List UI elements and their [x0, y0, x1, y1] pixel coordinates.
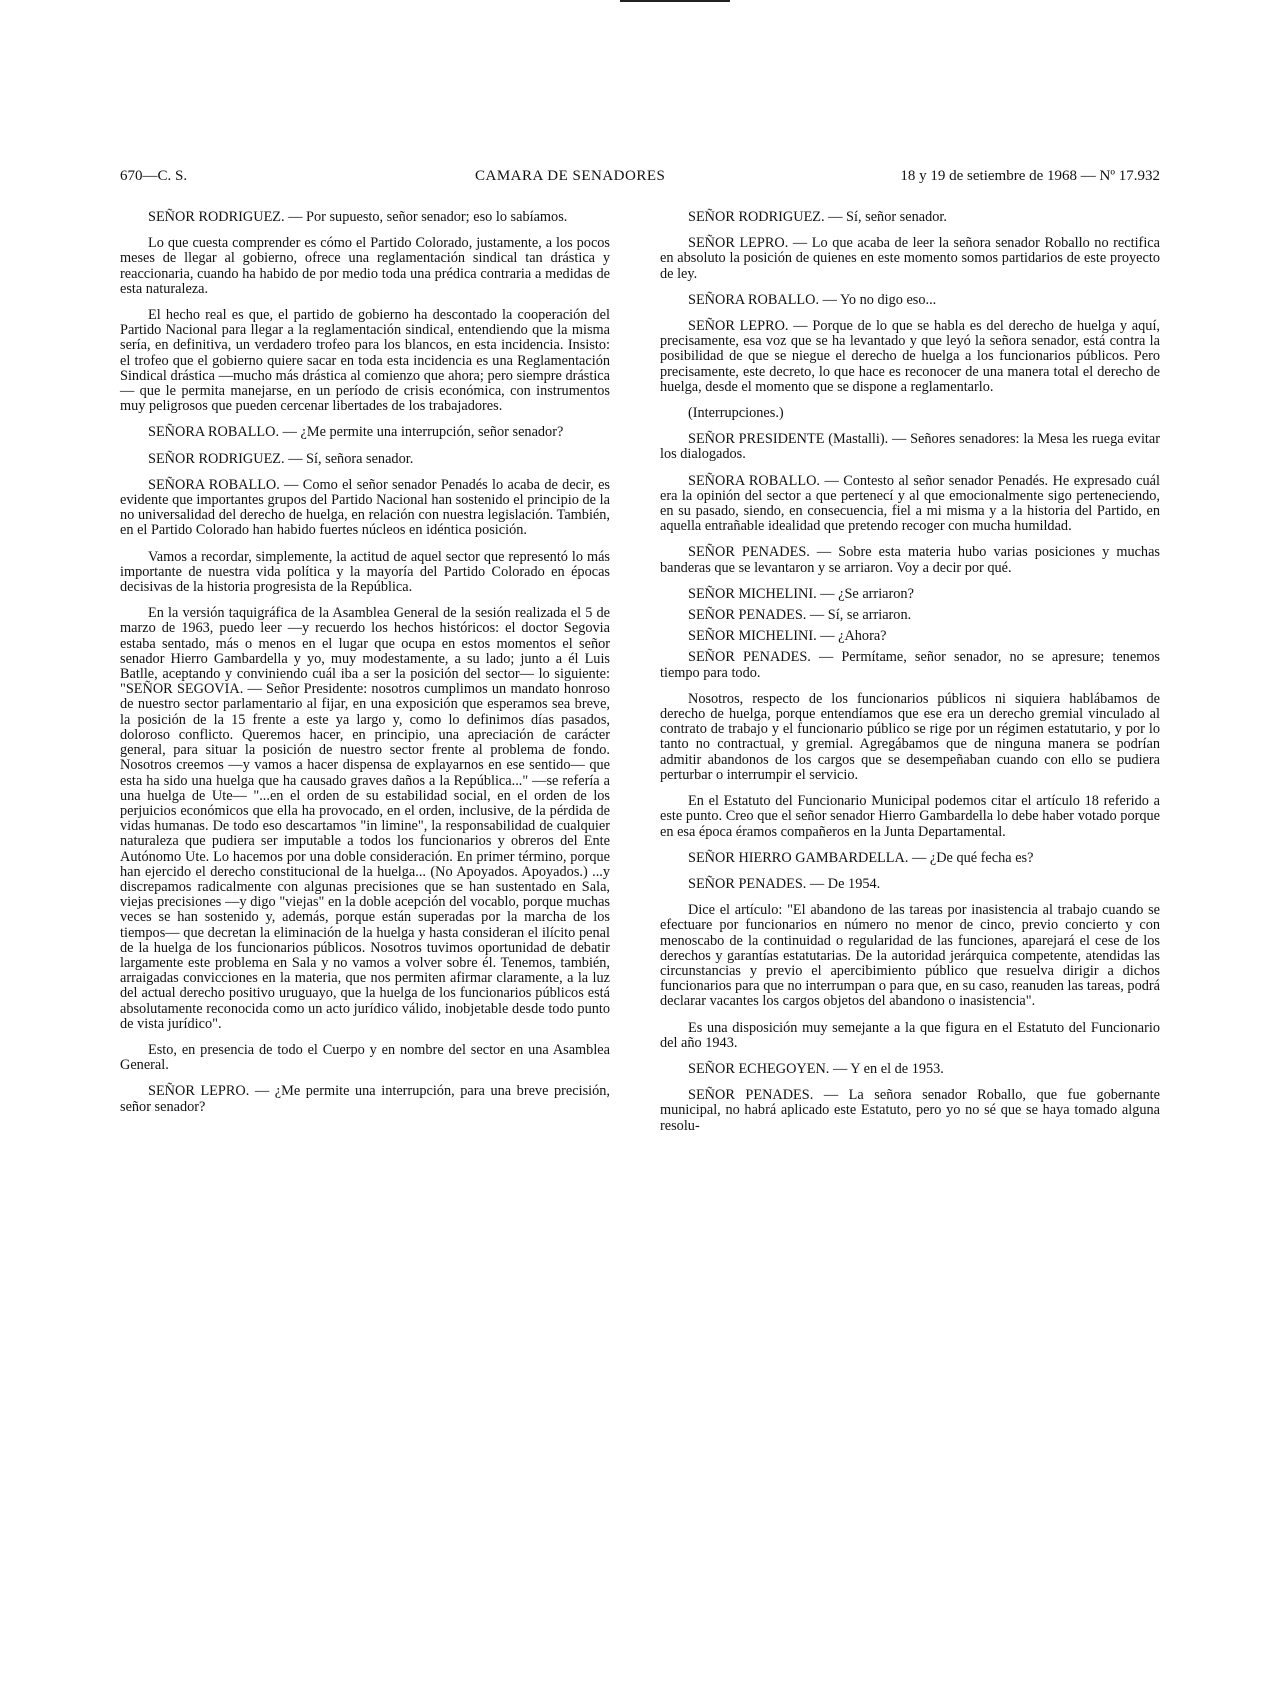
paragraph: Vamos a recordar, simplemente, la actitud de aquel sector que representó lo más importante de nuestra vida política y la mayoría del Partido Colorado en épocas decisivas de la historia progresista de la República.	[120, 548, 610, 596]
paragraph: SEÑOR RODRIGUEZ. — Sí, señor senador.	[688, 209, 947, 225]
paragraph: SEÑOR MICHELINI. — ¿Ahora?	[688, 628, 887, 645]
paragraph: En el Estatuto del Funcionario Municipal podemos citar el artículo 18 referido a este punto. Creo que el señor senador Hierro Gambardella lo debe haber votado porque en esa época éramos compañeros en la Junta Departamental.	[660, 793, 1160, 840]
paragraph: Nosotros, respecto de los funcionarios públicos ni siquiera hablábamos de derecho de huelga, porque entendíamos que ese era un derecho gremial vinculado al contrato de trabajo y el funcionario público se rige por un régimen estatutario, y por lo tanto no contractual, y gremial. Agregábamos que de ninguna manera se podrían admitir abandonos de los cargos que se desempeñaban cuando con ello se pudiera perturbar o interrumpir el servicio.	[660, 690, 1160, 783]
paragraph: SEÑOR PENADES. — Sobre esta materia hubo varias posiciones y muchas banderas que se levantaron y se arriaron. Voy a decir por qué.	[660, 544, 1160, 576]
top-rule	[620, 0, 730, 2]
paragraph: SEÑOR PENADES. — De 1954.	[688, 875, 881, 892]
paragraph: SEÑOR PENADES. — Sí, se arriaron.	[688, 607, 912, 624]
paragraph: SEÑORA ROBALLO. — Yo no digo eso...	[688, 291, 937, 308]
paragraph: El hecho real es que, el partido de gobierno ha descontado la cooperación del Partido Nacional para llegar a la reglamentación sindical, entendiendo que la misma sería, en definitiva, un verdadero trofeo para los blancos, en esta incidencia. Insisto: el trofeo que el gobierno quiere sacar en toda esta incidencia es una Reglamentación Sindical drástica —mucho más drástica al comienzo que ahora; pero siempre drástica— que le permita manejarse, en un período de crisis económica, con instrumentos muy peligrosos que pueden cercenar libertades de los trabajadores.	[120, 307, 610, 415]
paragraph: SEÑOR LEPRO. — Lo que acaba de leer la señora senador Roballo no rectifica en absoluto la posición de quienes en este momento somos partidarios de este proyecto de ley.	[660, 235, 1160, 282]
page-reference: 670—C. S.	[120, 168, 188, 184]
paragraph: Es una disposición muy semejante a la que figura en el Estatuto del Funcionario del año 1943.	[660, 1019, 1160, 1051]
paragraph: (Interrupciones.)	[688, 405, 784, 422]
paragraph: SEÑORA ROBALLO. — ¿Me permite una interrupción, señor senador?	[148, 424, 564, 441]
paragraph: SEÑOR LEPRO. — Porque de lo que se habla es del derecho de huelga y aquí, precisamente, esa voz que se ha levantado y que leyó la señora senador, está contra la posibilidad de que se niegue el derecho de huelga a los funcionarios públicos. Pero precisamente, este decreto, lo que hace es reconocer de una manera total el derecho de huelga, desde el momento que se dispone a reglamentarlo.	[660, 318, 1160, 395]
paragraph: Lo que cuesta comprender es cómo el Partido Colorado, justamente, a los pocos meses de llegar al gobierno, ofrece una reglamentación sindical tan drástica y reaccionaria, cuando ha habido de por medio toda una prédica contraria a medidas de esta naturaleza.	[120, 235, 610, 297]
issue-date: 18 y 19 de setiembre de 1968 — Nº 17.932	[900, 168, 1160, 184]
paragraph: SEÑORA ROBALLO. — Contesto al señor senador Penadés. He expresado cuál era la opinión del sector a que pertenecí y al que emocionalmente sigo perteneciendo, en su pasado, siendo, en consecuencia, fiel a mi misma y a la historia del Partido, en aquella entrañable idealidad que pretendo recoger con mucha humildad.	[660, 472, 1160, 535]
left-column	[120, 210, 610, 1126]
paragraph: SEÑOR PENADES. — Permítame, señor senador, no se apresure; tenemos tiempo para todo.	[660, 649, 1160, 681]
paragraph: SEÑOR PENADES. — La señora senador Roballo, que fue gobernante municipal, no habrá aplicado este Estatuto, pero yo no sé que se haya tomado alguna resolu-	[660, 1087, 1160, 1134]
paragraph: SEÑOR ECHEGOYEN. — Y en el de 1953.	[688, 1060, 944, 1077]
paragraph: SEÑOR PRESIDENTE (Mastalli). — Señores senadores: la Mesa les ruega evitar los dialogados.	[660, 431, 1160, 463]
paragraph: SEÑOR MICHELINI. — ¿Se arriaron?	[688, 585, 914, 602]
paragraph: SEÑORA ROBALLO. — Como el señor senador Penadés lo acaba de decir, es evidente que importantes grupos del Partido Nacional han sostenido el principio de la no universalidad del derecho de huelga, en relación con nuestra legislación. También, en el Partido Colorado han habido fuertes núcleos en idéntica posición.	[120, 476, 610, 539]
paragraph: SEÑOR HIERRO GAMBARDELLA. — ¿De qué fecha es?	[688, 849, 1034, 866]
page-header	[120, 168, 1160, 192]
paragraph: En la versión taquigráfica de la Asamblea General de la sesión realizada el 5 de marzo de 1963, puedo leer —y recuerdo los hechos históricos: el doctor Segovia estaba sentado, más o menos en el lugar que ocupa en estos momentos el señor senador Hierro Gambardella y yo, muy modestamente, a su lado; junto a él Luis Batlle, aceptando y conviniendo cuál iba a ser la posición del sector— lo siguiente: "SEÑOR SEGOVIA. — Señor Presidente: nosotros cumplimos un mandato honroso de nuestro sector parlamentario al fijar, en una exposición que esperamos sea breve, la posición de la 15 frente a este ya largo y, como lo definimos días pasados, doloroso conflicto. Queremos hacer, en principio, una apreciación de carácter general, para situar la posición de nuestro sector frente al problema de fondo. Nosotros creemos —y vamos a hacer dispensa de explayarnos en ese sentido— que esta ha sido una huelga que ha causado graves daños a la República..." —se refería a una huelga de Ute— "...en el orden de su estabilidad social, en el orden de los perjuicios económicos que ella ha provocado, en el orden, inclusive, de la pérdida de vidas humanas. De todo eso descartamos "in limine", la responsabilidad de cualquier naturaleza que pudiera ser imputable a todos los funcionarios y obreros del Ente Autónomo Ute. Lo hacemos por una doble consideración. En primer término, porque han ejercido el derecho constitucional de la huelga... (No Apoyados. Apoyados.) ...y discrepamos radicalmente con algunas precisiones que se han sustentado en Sala, viejas precisiones —y digo "viejas" en la doble acepción del vocablo, porque muchas veces se han sostenido y, además, porque están superadas por la marcha de los tiempos— que decretan la eliminación de la huelga y hasta consideran el ilícito penal de la huelga de los funcionarios públicos. Nosotros tuvimos oportunidad de debatir largamente este problema en Sala y no vamos a volver sobre él. Tenemos, también, arraigadas convicciones en la materia, que nos permiten afirmar claramente, a la luz del actual derecho positivo uruguayo, que la huelga de los funcionarios públicos está absolutamente reconocida como un acto jurídico válido, inobjetable desde todo punto de vista jurídico".	[120, 605, 610, 1032]
publication-title: CAMARA DE SENADORES	[475, 168, 666, 184]
paragraph: SEÑOR RODRIGUEZ. — Sí, señora senador.	[148, 450, 414, 467]
paragraph: SEÑOR RODRIGUEZ. — Por supuesto, señor senador; eso lo sabíamos.	[148, 209, 568, 225]
paragraph: SEÑOR LEPRO. — ¿Me permite una interrupción, para una breve precisión, señor senador?	[120, 1083, 610, 1115]
paragraph: Esto, en presencia de todo el Cuerpo y en nombre del sector en una Asamblea General.	[120, 1041, 610, 1074]
right-column	[660, 210, 1160, 1145]
paragraph: Dice el artículo: "El abandono de las tareas por inasistencia al trabajo cuando se efectuare por funcionarios en número no menor de cinco, previo concierto y con menoscabo de la continuidad o regularidad de las funciones, aparejará el cese de los derechos y garantías estatutarias. De la autoridad jerárquica competente, atendidas las circunstancias y previo el apercibimiento público que resuelva dirigir a dichos funcionarios para que no interrumpan o para que, en su caso, reanuden las tareas, podrá declarar vacantes los cargos objetos del abandono o inasistencia".	[660, 902, 1160, 1010]
